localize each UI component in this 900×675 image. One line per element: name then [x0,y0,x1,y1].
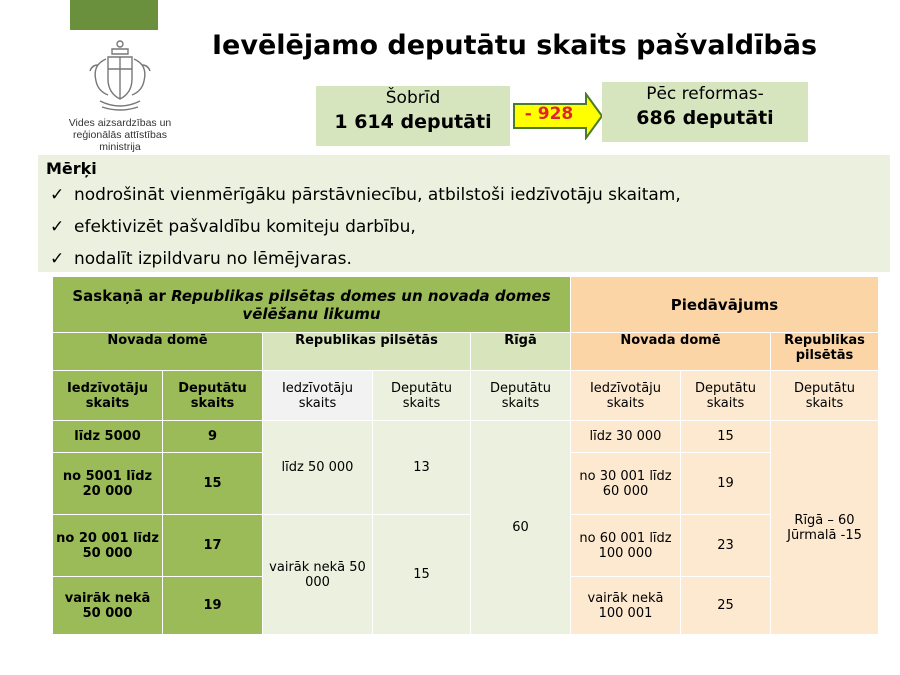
proposal-header: Piedāvājums [571,277,879,333]
rep-range: līdz 50 000 [263,421,373,515]
new-count: 23 [681,515,771,577]
coat-of-arms-icon [84,35,156,115]
goal-item [50,217,416,237]
goal-item [50,249,352,269]
col-header-dep: Deputātu skaits [771,371,879,421]
logo-line: ministrija [99,141,141,153]
novada-count: 9 [163,421,263,453]
novada-range: vairāk nekā 50 000 [53,577,163,635]
current-law-header: Saskaņā ar Republikas pilsētas domes un novada domes vēlēšanu likumu [53,277,571,333]
current-count-box [316,86,510,146]
col-header-dep: Deputātu skaits [373,371,471,421]
novada-count: 19 [163,577,263,635]
new-range: no 60 001 līdz 100 000 [571,515,681,577]
group-novada-dome-new: Novada domē [571,333,771,371]
ministry-logo [40,35,200,160]
group-republikas-pilsetas-new: Republikas pilsētās [771,333,879,371]
col-header-dep: Deputātu skaits [163,371,263,421]
rep-range: vairāk nekā 50 000 [263,515,373,635]
goal-text: nodrošināt vienmērīgāku pārstāvniecību, atbilstoši iedzīvotāju skaitam, [74,185,681,205]
col-header-iedz: Iedzīvotāju skaits [571,371,681,421]
table-row [53,421,879,453]
logo-line: Vides aizsardzības un [68,117,172,129]
current-value: 1 614 deputāti [334,111,492,133]
novada-range: līdz 5000 [53,421,163,453]
col-header-dep: Deputātu skaits [471,371,571,421]
rep-new-line: Rīgā – 60 [794,512,855,528]
group-riga: Rīgā [471,333,571,371]
new-range: līdz 30 000 [571,421,681,453]
checkmark-icon: ✓ [50,217,65,237]
page-title: Ievēlējamo deputātu skaits pašvaldībās [212,30,818,61]
new-count: 25 [681,577,771,635]
logo-line: reģionālās attīstības [73,129,167,141]
goals-title: Mērķi [46,159,97,178]
top-accent-bar [70,0,158,30]
novada-range: no 5001 līdz 20 000 [53,453,163,515]
goal-text: nodalīt izpildvaru no lēmējvaras. [74,249,352,269]
col-header-dep: Deputātu skaits [681,371,771,421]
new-count: 15 [681,421,771,453]
goal-text: efektivizēt pašvaldību komiteju darbību, [74,217,416,237]
after-label: Pēc reformas- [646,84,764,104]
novada-count: 17 [163,515,263,577]
goal-item [50,185,681,205]
rep-count: 15 [373,515,471,635]
new-count: 19 [681,453,771,515]
group-republikas-pilsetas: Republikas pilsētās [263,333,471,371]
after-value: 686 deputāti [636,107,774,129]
novada-range: no 20 001 līdz 50 000 [53,515,163,577]
after-reform-box [602,82,808,142]
group-novada-dome: Novada domē [53,333,263,371]
table-row [53,515,879,577]
rep-count: 13 [373,421,471,515]
rep-new-line: Jūrmalā -15 [787,527,862,543]
novada-count: 15 [163,453,263,515]
checkmark-icon: ✓ [50,249,65,269]
new-range: vairāk nekā 100 001 [571,577,681,635]
current-label: Šobrīd [385,88,441,108]
reduction-label: - 928 [524,104,574,124]
new-range: no 30 001 līdz 60 000 [571,453,681,515]
riga-count: 60 [471,421,571,635]
deputy-count-table [52,276,879,635]
col-header-iedz: Iedzīvotāju skaits [263,371,373,421]
goals-panel [38,155,890,272]
rep-new-counts [771,421,879,635]
col-header-iedz: Iedzīvotāju skaits [53,371,163,421]
checkmark-icon: ✓ [50,185,65,205]
